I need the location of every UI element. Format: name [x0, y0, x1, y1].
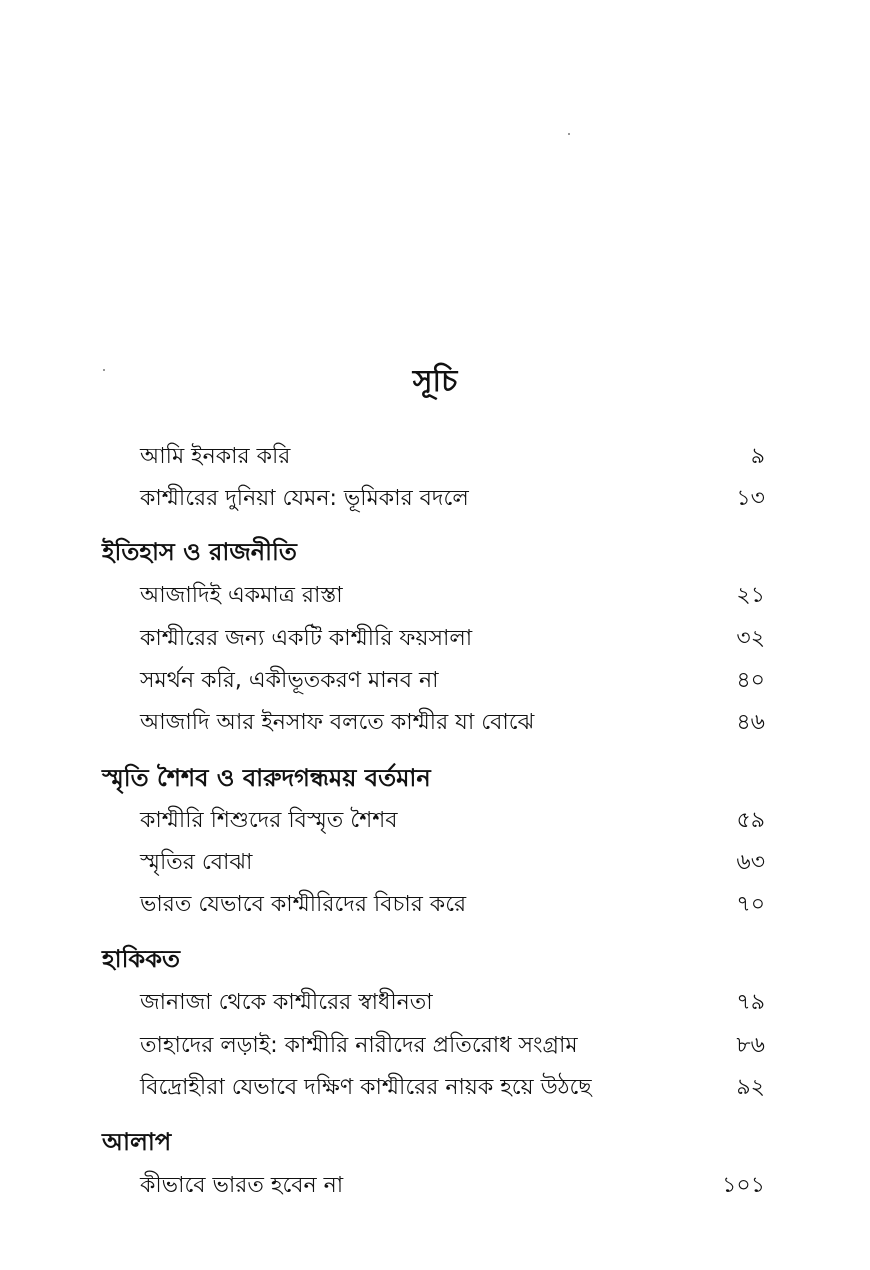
- toc-entry-page: ৯: [750, 444, 765, 469]
- section-heading: ইতিহাস ও রাজনীতি: [102, 538, 297, 566]
- toc-entry-title: তাহাদের লড়াই: কাশ্মীরি নারীদের প্রতিরোধ সংগ্রাম: [140, 1033, 578, 1058]
- toc-entry-page: ৩২: [736, 626, 765, 651]
- section-heading: স্মৃতি শৈশব ও বারুদগন্ধময় বর্তমান: [102, 764, 431, 792]
- toc-entry-page: ৯২: [736, 1075, 765, 1100]
- toc-entry-page: ৭৯: [736, 990, 765, 1015]
- toc-entry-page: ৪৬: [736, 710, 765, 735]
- toc-entry: [140, 663, 765, 699]
- toc-entry: [140, 887, 765, 923]
- toc-entry-title: আজাদিই একমাত্র রাস্তা: [140, 583, 343, 608]
- toc-entry: [140, 845, 765, 881]
- toc-entry: [140, 578, 765, 614]
- toc-entry: [140, 1168, 765, 1204]
- section-heading: হাকিকত: [102, 945, 181, 973]
- toc-entry-title: আমি ইনকার করি: [140, 444, 291, 469]
- toc-entry-page: ৭০: [736, 892, 765, 917]
- toc-entry-page: ৪০: [736, 668, 765, 693]
- toc-entry-title: ভারত যেভাবে কাশ্মীরিদের বিচার করে: [140, 892, 467, 917]
- toc-entry-title: কাশ্মীরের জন্য একটি কাশ্মীরি ফয়সালা: [140, 626, 473, 651]
- toc-entry-title: জানাজা থেকে কাশ্মীরের স্বাধীনতা: [140, 990, 433, 1015]
- toc-entry-title: কাশ্মীরি শিশুদের বিস্মৃত শৈশব: [140, 808, 398, 833]
- toc-entry: [140, 1070, 765, 1106]
- toc-entry: [140, 439, 765, 475]
- toc-entry-title: বিদ্রোহীরা যেভাবে দক্ষিণ কাশ্মীরের নায়ক হয়ে উঠছে: [140, 1075, 592, 1100]
- toc-entry: [140, 621, 765, 657]
- toc-entry-page: ২১: [736, 583, 765, 608]
- toc-entry-page: ৮৬: [736, 1033, 765, 1058]
- toc-entry: [140, 705, 765, 741]
- toc-title: সূচি: [412, 364, 458, 399]
- toc-entry-page: ১৩: [736, 486, 765, 511]
- toc-entry-title: আজাদি আর ইনসাফ বলতে কাশ্মীর যা বোঝে: [140, 710, 535, 735]
- toc-entry-title: স্মৃতির বোঝা: [140, 850, 253, 875]
- toc-entry-page: ৬৩: [736, 850, 765, 875]
- toc-entry-page: ৫৯: [736, 808, 765, 833]
- toc-entry-title: কাশ্মীরের দুনিয়া যেমন: ভূমিকার বদলে: [140, 486, 469, 511]
- toc-entry-page: ১০১: [722, 1173, 765, 1198]
- toc-entry-title: সমর্থন করি, একীভূতকরণ মানব না: [140, 668, 439, 693]
- toc-entry: [140, 481, 765, 517]
- toc-entry: [140, 1028, 765, 1064]
- section-heading: আলাপ: [102, 1128, 172, 1156]
- toc-entry: [140, 803, 765, 839]
- toc-entry: [140, 985, 765, 1021]
- toc-entry-title: কীভাবে ভারত হবেন না: [140, 1173, 344, 1198]
- print-speck: [568, 133, 570, 135]
